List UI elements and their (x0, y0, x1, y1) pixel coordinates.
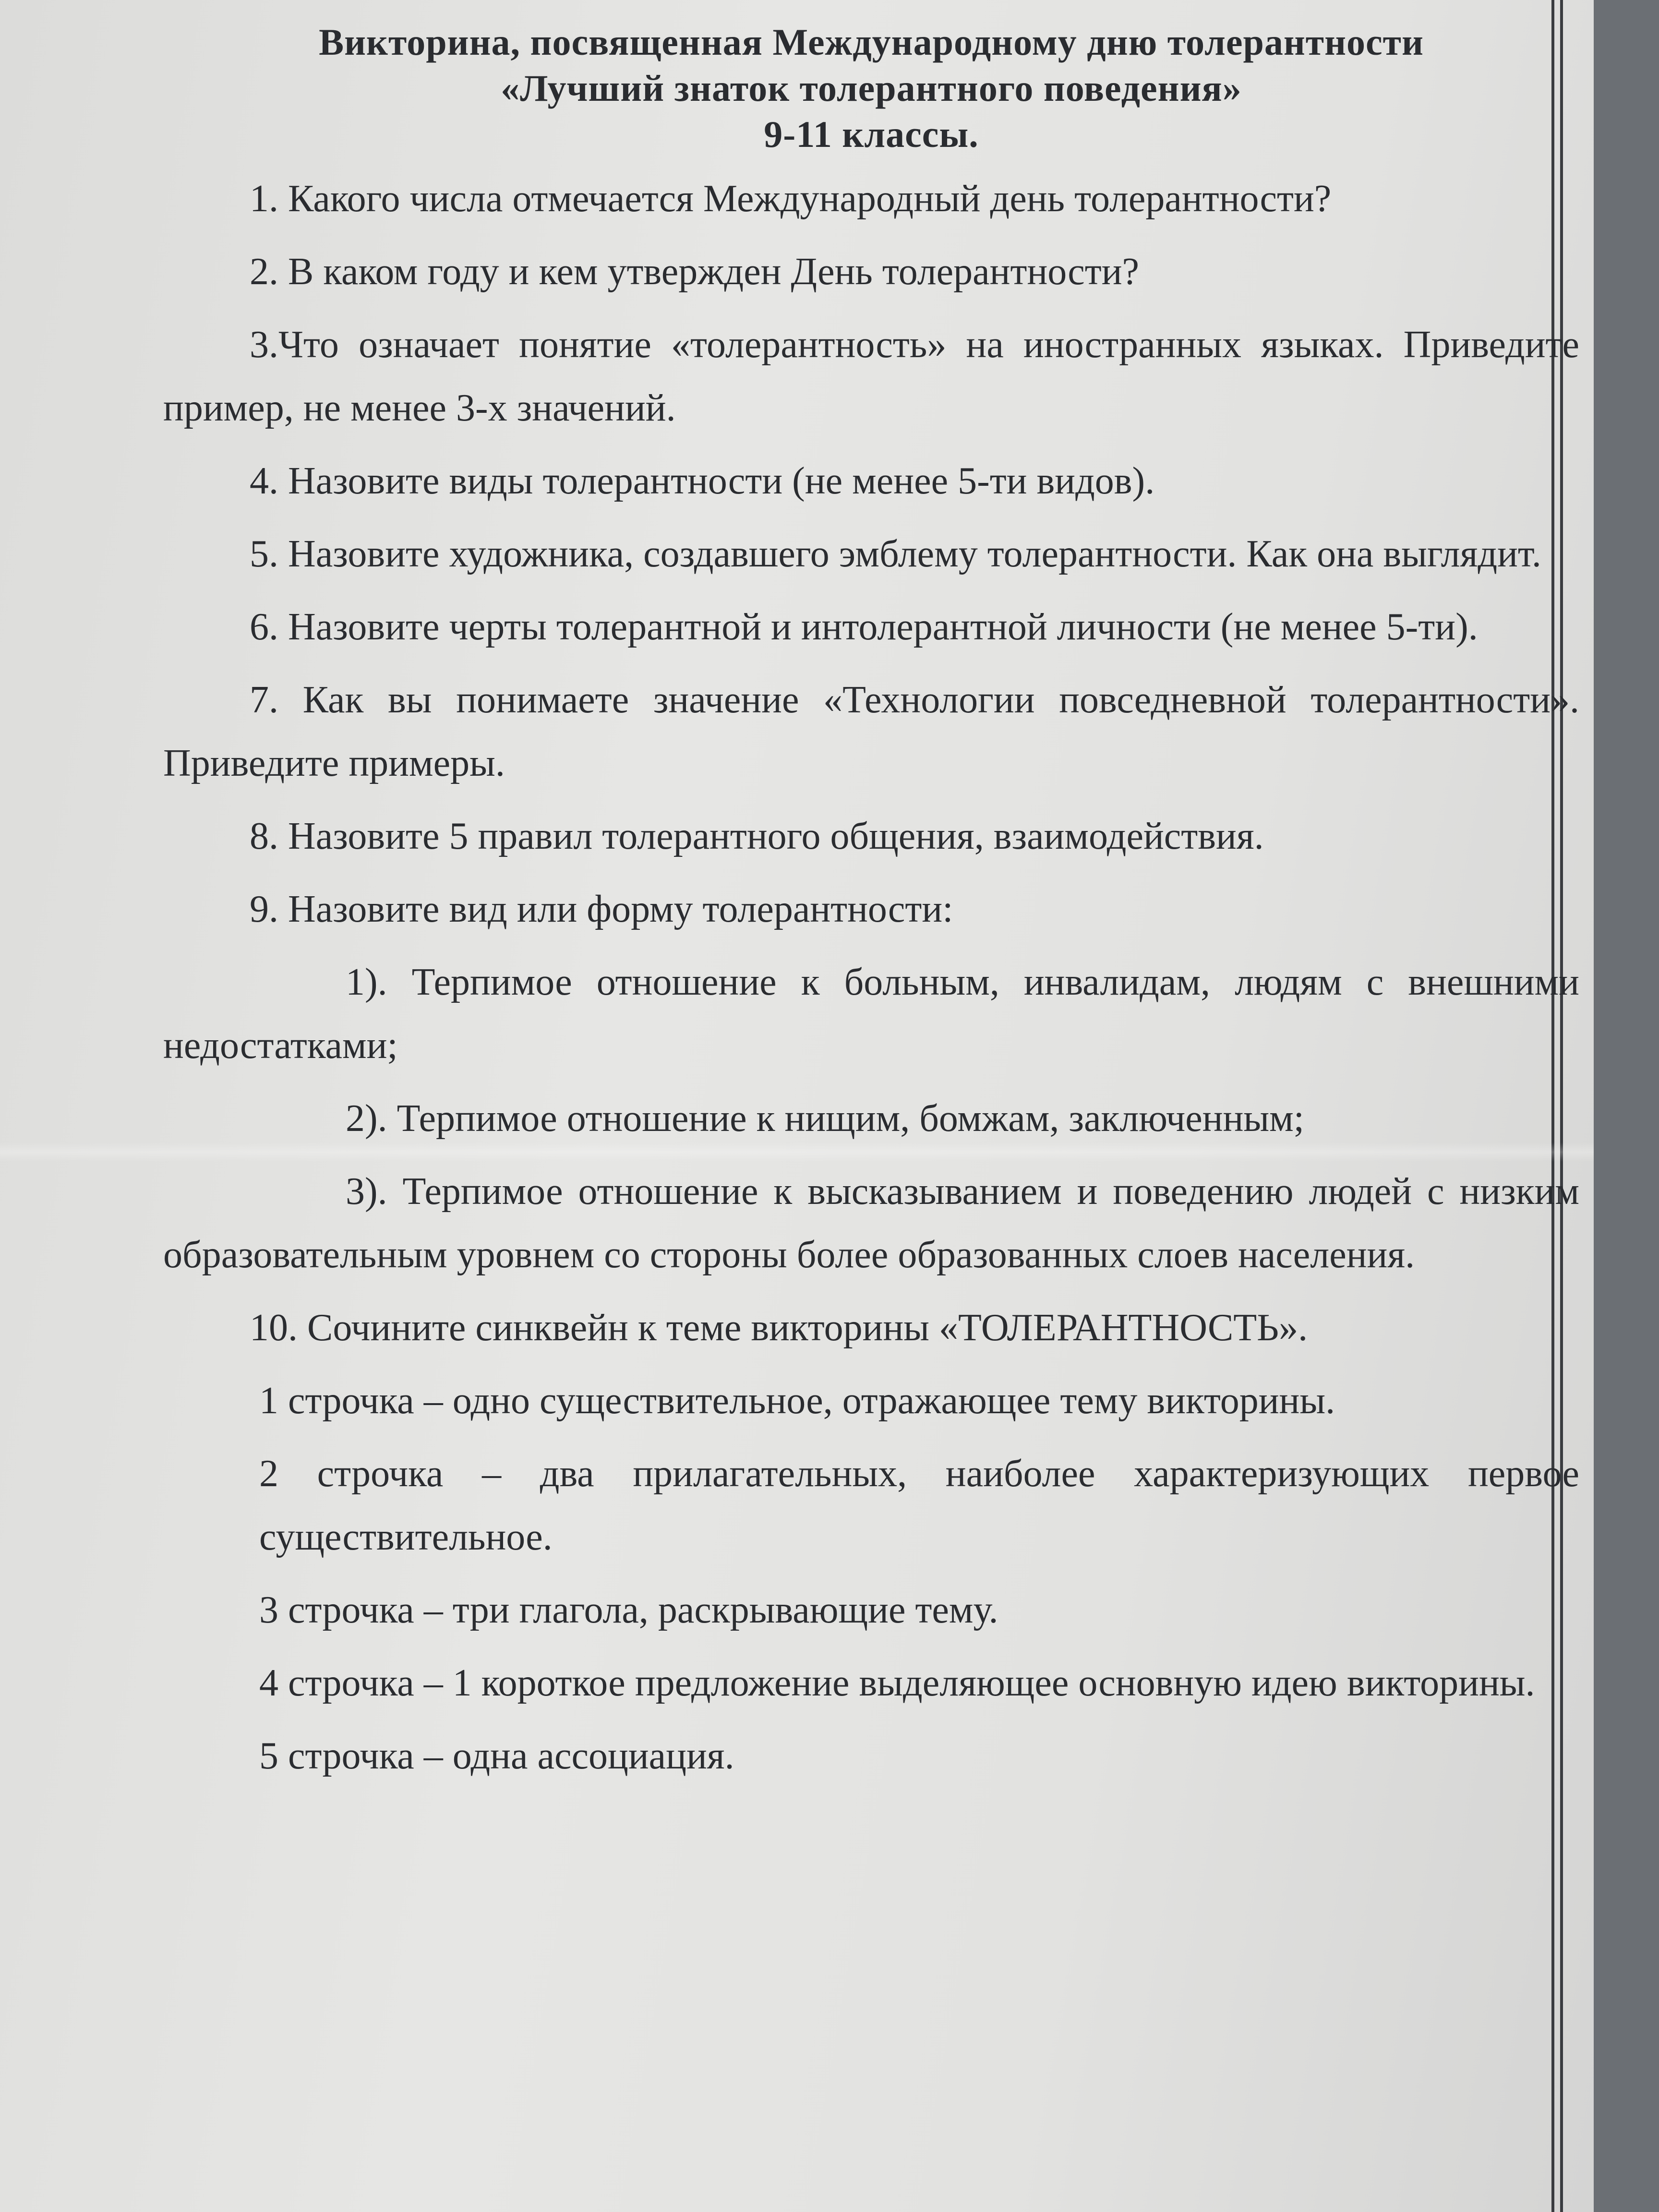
syncwine-line-3: 3 строчка – три глагола, раскрывающие тему. (259, 1589, 998, 1631)
question-9-item-1: 1). Терпимое отношение к больным, инвалидам, людям с внешними недостатками; (163, 961, 1579, 1067)
question-6: 6. Назовите черты толерантной и интолерантной личности (не менее 5-ти). (250, 606, 1478, 648)
question-4: 4. Назовите виды толерантности (не менее 5-ти видов). (250, 460, 1155, 502)
syncwine-line-1: 1 строчка – одно существительное, отражающее тему викторины. (259, 1380, 1335, 1422)
question-9: 9. Назовите вид или форму толерантности: (250, 888, 953, 930)
document-title-line-3: 9-11 классы. (764, 113, 979, 155)
question-9-item-3: 3). Терпимое отношение к высказыванием и поведению людей с низким образовательным уровнем со стороны более образованных слоев населения. (163, 1170, 1579, 1276)
question-2: 2. В каком году и кем утвержден День толерантности? (250, 251, 1140, 293)
question-7: 7. Как вы понимаете значение «Технологии повседневной толерантности». Приведите примеры. (163, 679, 1579, 784)
question-10: 10. Сочините синквейн к теме викторины «ТОЛЕРАНТНОСТЬ». (250, 1307, 1308, 1349)
syncwine-line-2: 2 строчка – два прилагательных, наиболее характеризующих первое существительное. (259, 1453, 1579, 1558)
question-3: 3.Что означает понятие «толерантность» на иностранных языках. Приведите пример, не менее 3-х значений. (163, 324, 1579, 429)
syncwine-line-4: 4 строчка – 1 короткое предложение выделяющее основную идею викторины. (259, 1662, 1535, 1704)
question-9-item-2: 2). Терпимое отношение к нищим, бомжам, заключенным; (346, 1097, 1304, 1140)
document-title-line-1: Викторина, посвященная Международному дню толерантности (319, 21, 1424, 63)
syncwine-line-5: 5 строчка – одна ассоциация. (259, 1735, 734, 1777)
question-8: 8. Назовите 5 правил толерантного общения, взаимодействия. (250, 815, 1264, 857)
document-body (163, 19, 1579, 1788)
document-title-line-2: «Лучший знаток толерантного поведения» (501, 67, 1242, 109)
question-1: 1. Какого числа отмечается Международный день толерантности? (250, 178, 1332, 220)
question-5: 5. Назовите художника, создавшего эмблему толерантности. Как она выглядит. (250, 533, 1541, 575)
